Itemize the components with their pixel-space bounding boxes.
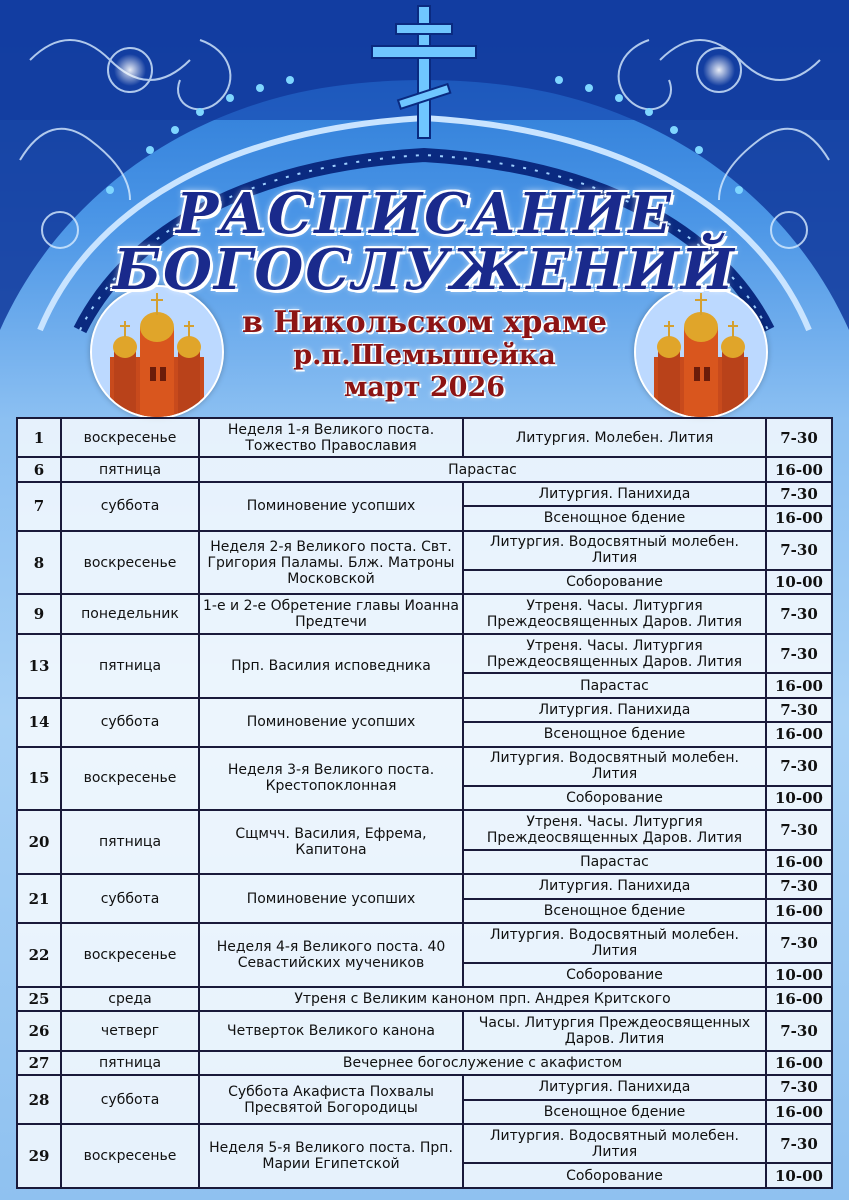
date-cell: 6 — [17, 457, 61, 481]
date-cell: 14 — [17, 698, 61, 747]
date-cell: 21 — [17, 874, 61, 923]
time-cell: 7-30 — [766, 810, 832, 849]
time-cell: 7-30 — [766, 482, 832, 506]
weekday-cell: суббота — [61, 698, 199, 747]
service-cell: Литургия. Водосвятный молебен. Лития — [463, 923, 766, 962]
date-cell: 22 — [17, 923, 61, 987]
time-cell: 7-30 — [766, 634, 832, 673]
time-cell: 7-30 — [766, 698, 832, 722]
time-cell: 16-00 — [766, 987, 832, 1011]
time-cell: 16-00 — [766, 722, 832, 746]
table-row — [17, 418, 832, 457]
service-cell: Вечернее богослужение с акафистом — [199, 1051, 766, 1075]
event-cell: Неделя 2-я Великого поста. Свт. Григория Паламы. Блж. Матроны Московской — [199, 531, 463, 595]
event-cell: Сщмчч. Василия, Ефрема, Капитона — [199, 810, 463, 874]
date-cell: 20 — [17, 810, 61, 874]
time-cell: 16-00 — [766, 850, 832, 874]
date-cell: 29 — [17, 1124, 61, 1188]
church-name: в Никольском храме — [242, 305, 607, 340]
table-row — [17, 531, 832, 570]
schedule-table — [16, 417, 833, 1189]
date-cell: 27 — [17, 1051, 61, 1075]
table-row — [17, 1124, 832, 1163]
time-cell: 16-00 — [766, 899, 832, 923]
table-row — [17, 594, 832, 633]
service-cell: Парастас — [463, 673, 766, 697]
weekday-cell: суббота — [61, 1075, 199, 1124]
time-cell: 7-30 — [766, 1124, 832, 1163]
event-cell: 1-е и 2-е Обретение главы Иоанна Предтечи — [199, 594, 463, 633]
time-cell: 7-30 — [766, 1011, 832, 1050]
weekday-cell: четверг — [61, 1011, 199, 1050]
service-cell: Литургия. Молебен. Лития — [463, 418, 766, 457]
service-cell: Всенощное бдение — [463, 506, 766, 530]
weekday-cell: пятница — [61, 457, 199, 481]
time-cell: 16-00 — [766, 506, 832, 530]
service-cell: Литургия. Водосвятный молебен. Лития — [463, 747, 766, 786]
service-cell: Утреня с Великим каноном прп. Андрея Критского — [199, 987, 766, 1011]
service-cell: Литургия. Водосвятный молебен. Лития — [463, 531, 766, 570]
table-row — [17, 482, 832, 506]
time-cell: 10-00 — [766, 1163, 832, 1188]
schedule-body — [17, 418, 832, 1188]
service-cell: Соборование — [463, 570, 766, 594]
date-cell: 15 — [17, 747, 61, 811]
date-cell: 8 — [17, 531, 61, 595]
weekday-cell: воскресенье — [61, 923, 199, 987]
header — [0, 181, 849, 404]
time-cell: 16-00 — [766, 457, 832, 481]
time-cell: 7-30 — [766, 874, 832, 898]
time-cell: 10-00 — [766, 570, 832, 594]
weekday-cell: воскресенье — [61, 1124, 199, 1188]
service-cell: Соборование — [463, 786, 766, 810]
service-cell: Литургия. Панихида — [463, 874, 766, 898]
event-cell: Прп. Василия исповедника — [199, 634, 463, 698]
service-cell: Литургия. Панихида — [463, 482, 766, 506]
time-cell: 7-30 — [766, 1075, 832, 1099]
date-cell: 13 — [17, 634, 61, 698]
service-cell: Соборование — [463, 1163, 766, 1188]
service-cell: Литургия. Водосвятный молебен. Лития — [463, 1124, 766, 1163]
event-cell: Поминовение усопших — [199, 698, 463, 747]
month-label: март 2026 — [343, 372, 506, 403]
table-row — [17, 1011, 832, 1050]
table-row — [17, 698, 832, 722]
table-row — [17, 1051, 832, 1075]
service-cell: Всенощное бдение — [463, 1100, 766, 1124]
event-cell: Суббота Акафиста Похвалы Пресвятой Богородицы — [199, 1075, 463, 1124]
event-cell: Поминовение усопших — [199, 874, 463, 923]
date-cell: 25 — [17, 987, 61, 1011]
service-cell: Всенощное бдение — [463, 899, 766, 923]
page-title-line1: РАСПИСАНИЕ — [176, 181, 673, 247]
weekday-cell: воскресенье — [61, 531, 199, 595]
place-name: р.п.Шемышейка — [293, 340, 556, 371]
event-cell: Четверток Великого канона — [199, 1011, 463, 1050]
weekday-cell: воскресенье — [61, 418, 199, 457]
date-cell: 9 — [17, 594, 61, 633]
table-row — [17, 747, 832, 786]
time-cell: 7-30 — [766, 418, 832, 457]
weekday-cell: пятница — [61, 1051, 199, 1075]
event-cell: Неделя 4-я Великого поста. 40 Севастийских мучеников — [199, 923, 463, 987]
date-cell: 1 — [17, 418, 61, 457]
service-cell: Часы. Литургия Преждеосвященных Даров. Лития — [463, 1011, 766, 1050]
time-cell: 7-30 — [766, 747, 832, 786]
time-cell: 7-30 — [766, 923, 832, 962]
service-cell: Парастас — [463, 850, 766, 874]
date-cell: 26 — [17, 1011, 61, 1050]
service-cell: Утреня. Часы. Литургия Преждеосвященных Даров. Лития — [463, 810, 766, 849]
weekday-cell: воскресенье — [61, 747, 199, 811]
weekday-cell: понедельник — [61, 594, 199, 633]
table-row — [17, 457, 832, 481]
date-cell: 7 — [17, 482, 61, 531]
event-cell: Неделя 5-я Великого поста. Прп. Марии Египетской — [199, 1124, 463, 1188]
table-row — [17, 874, 832, 898]
time-cell: 16-00 — [766, 673, 832, 697]
service-cell: Всенощное бдение — [463, 722, 766, 746]
weekday-cell: пятница — [61, 634, 199, 698]
table-row — [17, 923, 832, 962]
service-cell: Утреня. Часы. Литургия Преждеосвященных Даров. Лития — [463, 594, 766, 633]
time-cell: 10-00 — [766, 963, 832, 987]
weekday-cell: среда — [61, 987, 199, 1011]
service-cell: Соборование — [463, 963, 766, 987]
table-row — [17, 634, 832, 673]
table-row — [17, 987, 832, 1011]
page-title-line2: БОГОСЛУЖЕНИЙ — [113, 237, 736, 303]
event-cell: Неделя 1-я Великого поста. Тожество Православия — [199, 418, 463, 457]
time-cell: 16-00 — [766, 1100, 832, 1124]
service-cell: Литургия. Панихида — [463, 698, 766, 722]
service-cell: Литургия. Панихида — [463, 1075, 766, 1099]
table-row — [17, 810, 832, 849]
event-cell: Неделя 3-я Великого поста. Крестопоклонная — [199, 747, 463, 811]
table-row — [17, 1075, 832, 1099]
service-cell: Парастас — [199, 457, 766, 481]
time-cell: 10-00 — [766, 786, 832, 810]
event-cell: Поминовение усопших — [199, 482, 463, 531]
weekday-cell: суббота — [61, 874, 199, 923]
weekday-cell: пятница — [61, 810, 199, 874]
time-cell: 7-30 — [766, 594, 832, 633]
service-cell: Утреня. Часы. Литургия Преждеосвященных Даров. Лития — [463, 634, 766, 673]
time-cell: 16-00 — [766, 1051, 832, 1075]
date-cell: 28 — [17, 1075, 61, 1124]
weekday-cell: суббота — [61, 482, 199, 531]
time-cell: 7-30 — [766, 531, 832, 570]
